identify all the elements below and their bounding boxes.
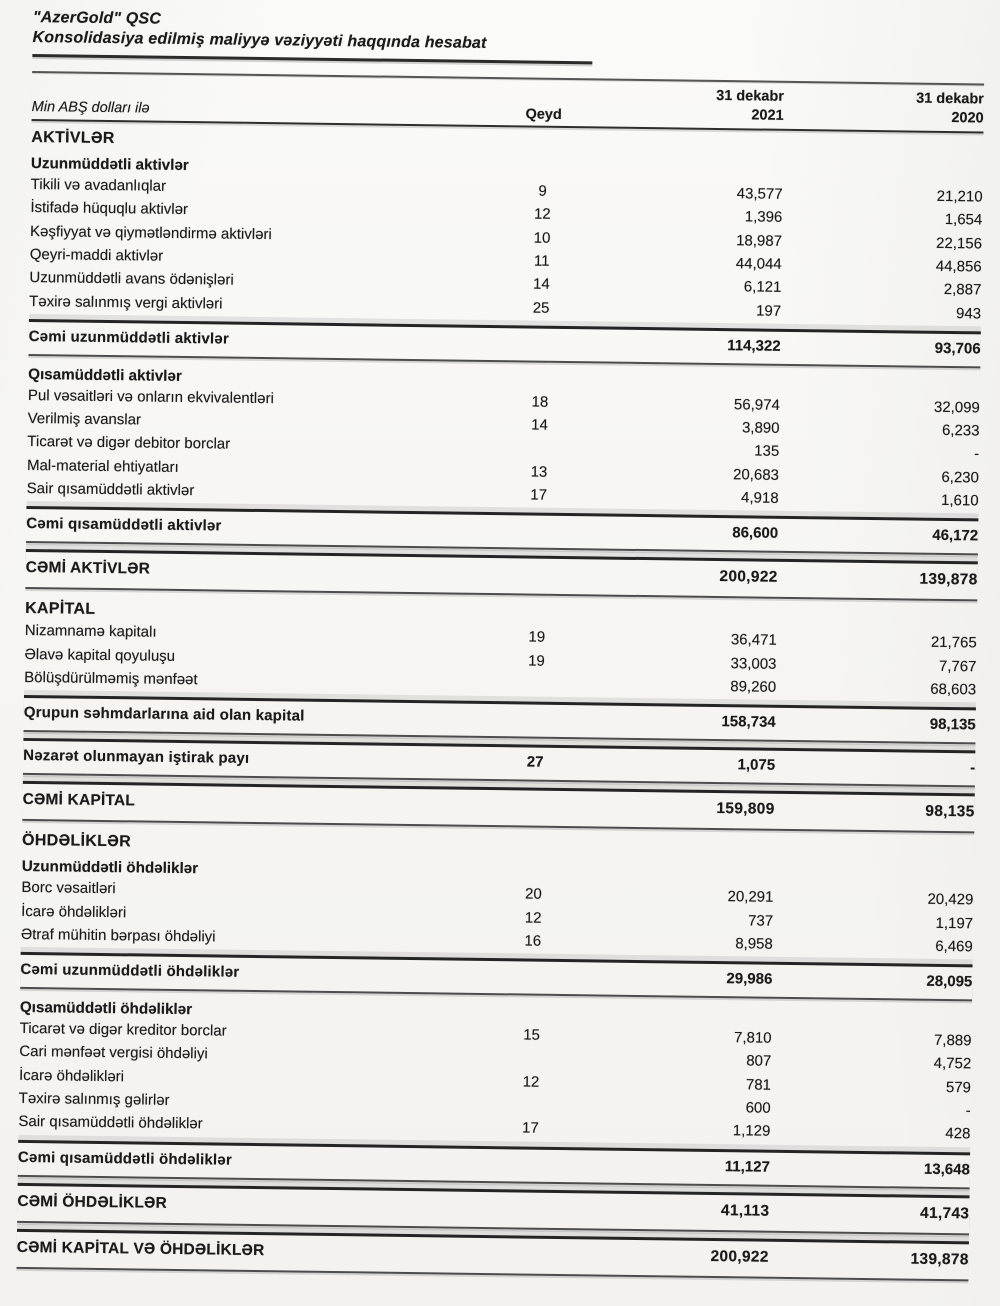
row-value-2021: 44,044 <box>735 255 782 273</box>
table-row <box>26 506 978 555</box>
row-value-2021: 20,291 <box>727 888 774 906</box>
row-value-2020 <box>783 178 983 181</box>
row-label: KAPİTAL <box>25 600 96 619</box>
row-label: Sair qısamüddətli öhdəliklər <box>18 1113 203 1133</box>
row-value-2020: 32,099 <box>933 398 980 417</box>
row-value-2020: 44,856 <box>935 257 982 276</box>
row-note <box>482 1018 582 1019</box>
row-note <box>481 1062 581 1063</box>
row-note <box>489 452 589 453</box>
row-label: Cəmi qısamüddətli aktivlər <box>26 515 222 535</box>
row-note: 16 <box>524 932 542 950</box>
row-note <box>488 578 588 579</box>
row-value-2021 <box>584 852 774 854</box>
row-value-2020 <box>780 389 980 392</box>
table-row <box>16 1228 968 1280</box>
row-note <box>490 385 590 386</box>
row-value-2021: 1,129 <box>732 1122 771 1141</box>
row-value-2021: 200,922 <box>710 1247 769 1266</box>
row-label: Təxirə salınmış gəlirlər <box>18 1089 170 1109</box>
row-value-2020: 943 <box>955 304 982 322</box>
row-label: Pul vəsaitləri və onların ekvivalentləri <box>27 386 274 408</box>
row-value-2021: 1,075 <box>737 756 776 774</box>
row-value-2020: 7,889 <box>933 1031 972 1050</box>
row-note: 18 <box>531 393 549 411</box>
row-value-2021: 36,471 <box>730 631 777 650</box>
row-value-2020: 21,765 <box>930 634 977 652</box>
column-header-note: Qeyd <box>525 106 562 123</box>
row-note <box>482 980 582 981</box>
row-value-2020: 98,135 <box>925 802 975 821</box>
row-value-2021: 7,810 <box>733 1029 772 1047</box>
row-value-2021: 41,113 <box>720 1201 770 1220</box>
row-label: Qeyri-maddi aktivlər <box>29 245 164 265</box>
row-value-2020 <box>774 855 974 858</box>
row-label: ÖHDƏLİKLƏR <box>21 832 132 851</box>
row-value-2020: 1,610 <box>940 491 979 510</box>
row-value-2021: 159,809 <box>716 800 775 818</box>
row-note: 17 <box>521 1119 539 1137</box>
row-value-2020: 7,767 <box>938 657 977 676</box>
row-label: Qısamüddətli aktivlər <box>28 365 182 385</box>
row-label: Borc vəsaitləri <box>21 879 116 898</box>
row-value-2020 <box>772 1022 972 1025</box>
row-label: İstifadə hüquqlu aktivlər <box>30 199 189 219</box>
row-value-2020: 139,878 <box>919 570 978 589</box>
table-body <box>16 121 983 1281</box>
table-row <box>23 738 975 787</box>
row-value-2021: 781 <box>745 1076 772 1094</box>
row-label: Uzunmüddətli avans ödənişləri <box>29 269 234 289</box>
row-label: Qısamüddətli öhdəliklər <box>19 999 193 1019</box>
row-value-2020 <box>783 152 983 155</box>
row-value-2020: 6,469 <box>935 937 973 956</box>
row-value-2020: 4,752 <box>933 1055 972 1073</box>
company-name: "AzerGold" QSC <box>32 8 162 28</box>
row-note: 27 <box>526 753 544 771</box>
row-value-2021: 114,322 <box>727 336 781 355</box>
column-header-2020 <box>784 88 984 129</box>
row-label: Uzunmüddətli aktivlər <box>30 155 189 175</box>
row-note: 20 <box>524 885 542 903</box>
row-value-2021 <box>587 621 777 623</box>
row-value-2020: 28,095 <box>926 972 973 991</box>
row-label: Sair qısamüddətli aktivlər <box>26 479 195 500</box>
page-content <box>16 8 984 1284</box>
table-row <box>17 1182 969 1234</box>
row-note <box>480 1168 580 1169</box>
row-value-2020: 20,429 <box>927 890 974 909</box>
row-value-2020: 428 <box>945 1125 971 1143</box>
row-value-2021: 197 <box>755 302 782 320</box>
row-value-2020: 6,230 <box>941 468 980 487</box>
row-value-2021: 600 <box>745 1099 771 1117</box>
row-label: Nizamnamə kapitalı <box>24 622 157 641</box>
row-value-2021: 135 <box>754 442 780 461</box>
row-value-2020: 2,887 <box>943 281 982 299</box>
row-value-2020: 6,233 <box>941 422 980 440</box>
column-header-2020-date: 31 dekabr <box>916 90 984 108</box>
row-label: Mal-material ehtiyatları <box>26 456 179 476</box>
row-value-2020: 41,743 <box>919 1204 970 1222</box>
row-note <box>487 619 587 620</box>
row-note: 10 <box>533 229 551 247</box>
measure-unit-label: Min ABŞ dolları ilə <box>31 99 150 117</box>
row-note <box>484 877 584 878</box>
row-value-2020: 1,197 <box>935 914 974 932</box>
row-label: Tikili və avadanlıqlar <box>30 176 167 195</box>
row-value-2020: 21,210 <box>936 187 983 206</box>
row-label: İcarə öhdəlikləri <box>21 902 127 921</box>
row-label: CƏMİ ÖHDƏLİKLƏR <box>17 1192 168 1212</box>
row-value-2021: 33,003 <box>730 654 777 673</box>
row-label: Uzunmüddətli öhdəliklər <box>21 858 199 878</box>
row-note <box>481 1109 581 1110</box>
row-note: 12 <box>533 205 551 224</box>
row-value-2020: 139,878 <box>910 1250 969 1268</box>
row-label: Cəmi uzunmüddətli öhdəliklər <box>20 961 240 981</box>
row-value-2021: 20,683 <box>732 465 780 484</box>
row-value-2020: 22,156 <box>935 234 983 253</box>
row-note: 15 <box>523 1026 541 1044</box>
row-label: CƏMİ AKTİVLƏR <box>25 559 151 578</box>
row-note <box>479 1212 579 1213</box>
row-value-2021: 3,890 <box>741 419 780 437</box>
row-value-2021: 807 <box>746 1052 772 1071</box>
row-value-2021 <box>593 175 783 177</box>
row-value-2021: 11,127 <box>724 1157 771 1176</box>
row-note <box>493 174 593 175</box>
row-value-2020: - <box>974 445 980 463</box>
row-note: 14 <box>531 416 549 434</box>
row-value-2021 <box>590 386 780 388</box>
row-value-2021: 737 <box>747 911 774 930</box>
row-value-2020: 46,172 <box>932 527 979 545</box>
row-label: İcarə öhdəlikləri <box>18 1066 125 1085</box>
row-value-2021 <box>582 1019 772 1021</box>
table-row <box>24 695 976 744</box>
row-value-2021: 56,974 <box>733 396 780 414</box>
column-header-2021-year: 2021 <box>751 107 784 124</box>
row-value-2021: 86,600 <box>732 524 779 543</box>
row-note: 14 <box>532 275 550 294</box>
row-label: Təxirə salınmış vergi aktivləri <box>29 292 223 313</box>
row-note: 13 <box>530 463 548 481</box>
row-value-2020: 579 <box>945 1078 972 1097</box>
row-note: 17 <box>530 486 548 504</box>
row-label: CƏMİ KAPİTAL VƏ ÖHDƏLİKLƏR <box>16 1238 265 1259</box>
row-value-2021: 158,734 <box>721 713 776 731</box>
row-value-2021: 6,121 <box>743 278 782 297</box>
table-row <box>18 1139 970 1188</box>
row-label: Bölüşdürülməmiş mənfəət <box>24 668 198 689</box>
row-note <box>486 723 586 724</box>
row-value-2021: 43,577 <box>736 185 783 203</box>
row-note: 25 <box>532 299 550 317</box>
row-label: Cari mənfəət vergisi öhdəliyi <box>19 1043 208 1063</box>
row-label: Ətraf mühitin bərpası öhdəliyi <box>20 925 216 946</box>
row-value-2021: 8,958 <box>735 935 773 953</box>
row-label: Kəşfiyyat və qiymətləndirmə aktivləri <box>29 222 272 243</box>
row-label: Qrupun səhmdarlarına aid olan kapital <box>23 704 305 725</box>
row-value-2021 <box>593 149 783 151</box>
row-value-2020: 98,135 <box>929 716 976 734</box>
row-note <box>493 148 593 149</box>
row-note <box>484 851 584 852</box>
row-value-2020: - <box>970 759 976 777</box>
row-label: Cəmi uzunmüddətli aktivlər <box>28 327 230 348</box>
row-value-2021: 4,918 <box>740 489 779 507</box>
row-note: 12 <box>522 1073 540 1091</box>
row-note <box>491 347 591 348</box>
column-header-2020-year: 2020 <box>951 109 984 127</box>
row-note: 12 <box>524 909 542 927</box>
row-label: AKTİVLƏR <box>31 129 115 148</box>
row-value-2021 <box>584 878 774 880</box>
row-value-2020: 1,654 <box>944 211 983 229</box>
row-label: Verilmiş avanslar <box>27 410 142 429</box>
row-value-2020: 68,603 <box>930 680 977 699</box>
row-label: Cəmi qısamüddətli öhdəliklər <box>17 1148 233 1169</box>
row-label: Əlavə kapital qoyuluşu <box>24 645 176 665</box>
row-note <box>479 1258 579 1259</box>
column-header-2021-date: 31 dekabr <box>716 87 785 105</box>
row-value-2021: 18,987 <box>736 231 783 250</box>
column-header-2021 <box>594 85 784 126</box>
row-note: 19 <box>528 652 545 670</box>
row-note <box>486 688 586 689</box>
row-value-2020: - <box>965 1102 971 1120</box>
row-value-2021: 200,922 <box>719 568 778 587</box>
row-note: 9 <box>538 182 547 200</box>
row-note <box>488 534 588 535</box>
row-value-2021: 89,260 <box>730 678 777 696</box>
title-underline <box>32 54 592 64</box>
row-label: Ticarət və digər kreditor borclar <box>19 1020 227 1040</box>
page-title: Konsolidasiya edilmiş maliyyə vəziyyəti haqqında hesabat <box>32 28 487 52</box>
row-label: Ticarət və digər debitor borclar <box>27 433 231 454</box>
row-value-2021: 29,986 <box>726 970 773 988</box>
row-value-2020 <box>777 623 977 626</box>
row-label: CƏMİ KAPİTAL <box>22 791 136 810</box>
row-value-2020 <box>774 881 974 884</box>
row-value-2020: 13,648 <box>923 1160 970 1178</box>
row-value-2020: 93,706 <box>934 339 981 358</box>
row-note <box>485 810 585 811</box>
row-value-2021: 1,396 <box>744 208 783 227</box>
row-note: 19 <box>528 628 546 647</box>
row-label: Nəzarət olunmayan iştirak payı <box>23 747 250 768</box>
row-note: 11 <box>533 252 550 270</box>
